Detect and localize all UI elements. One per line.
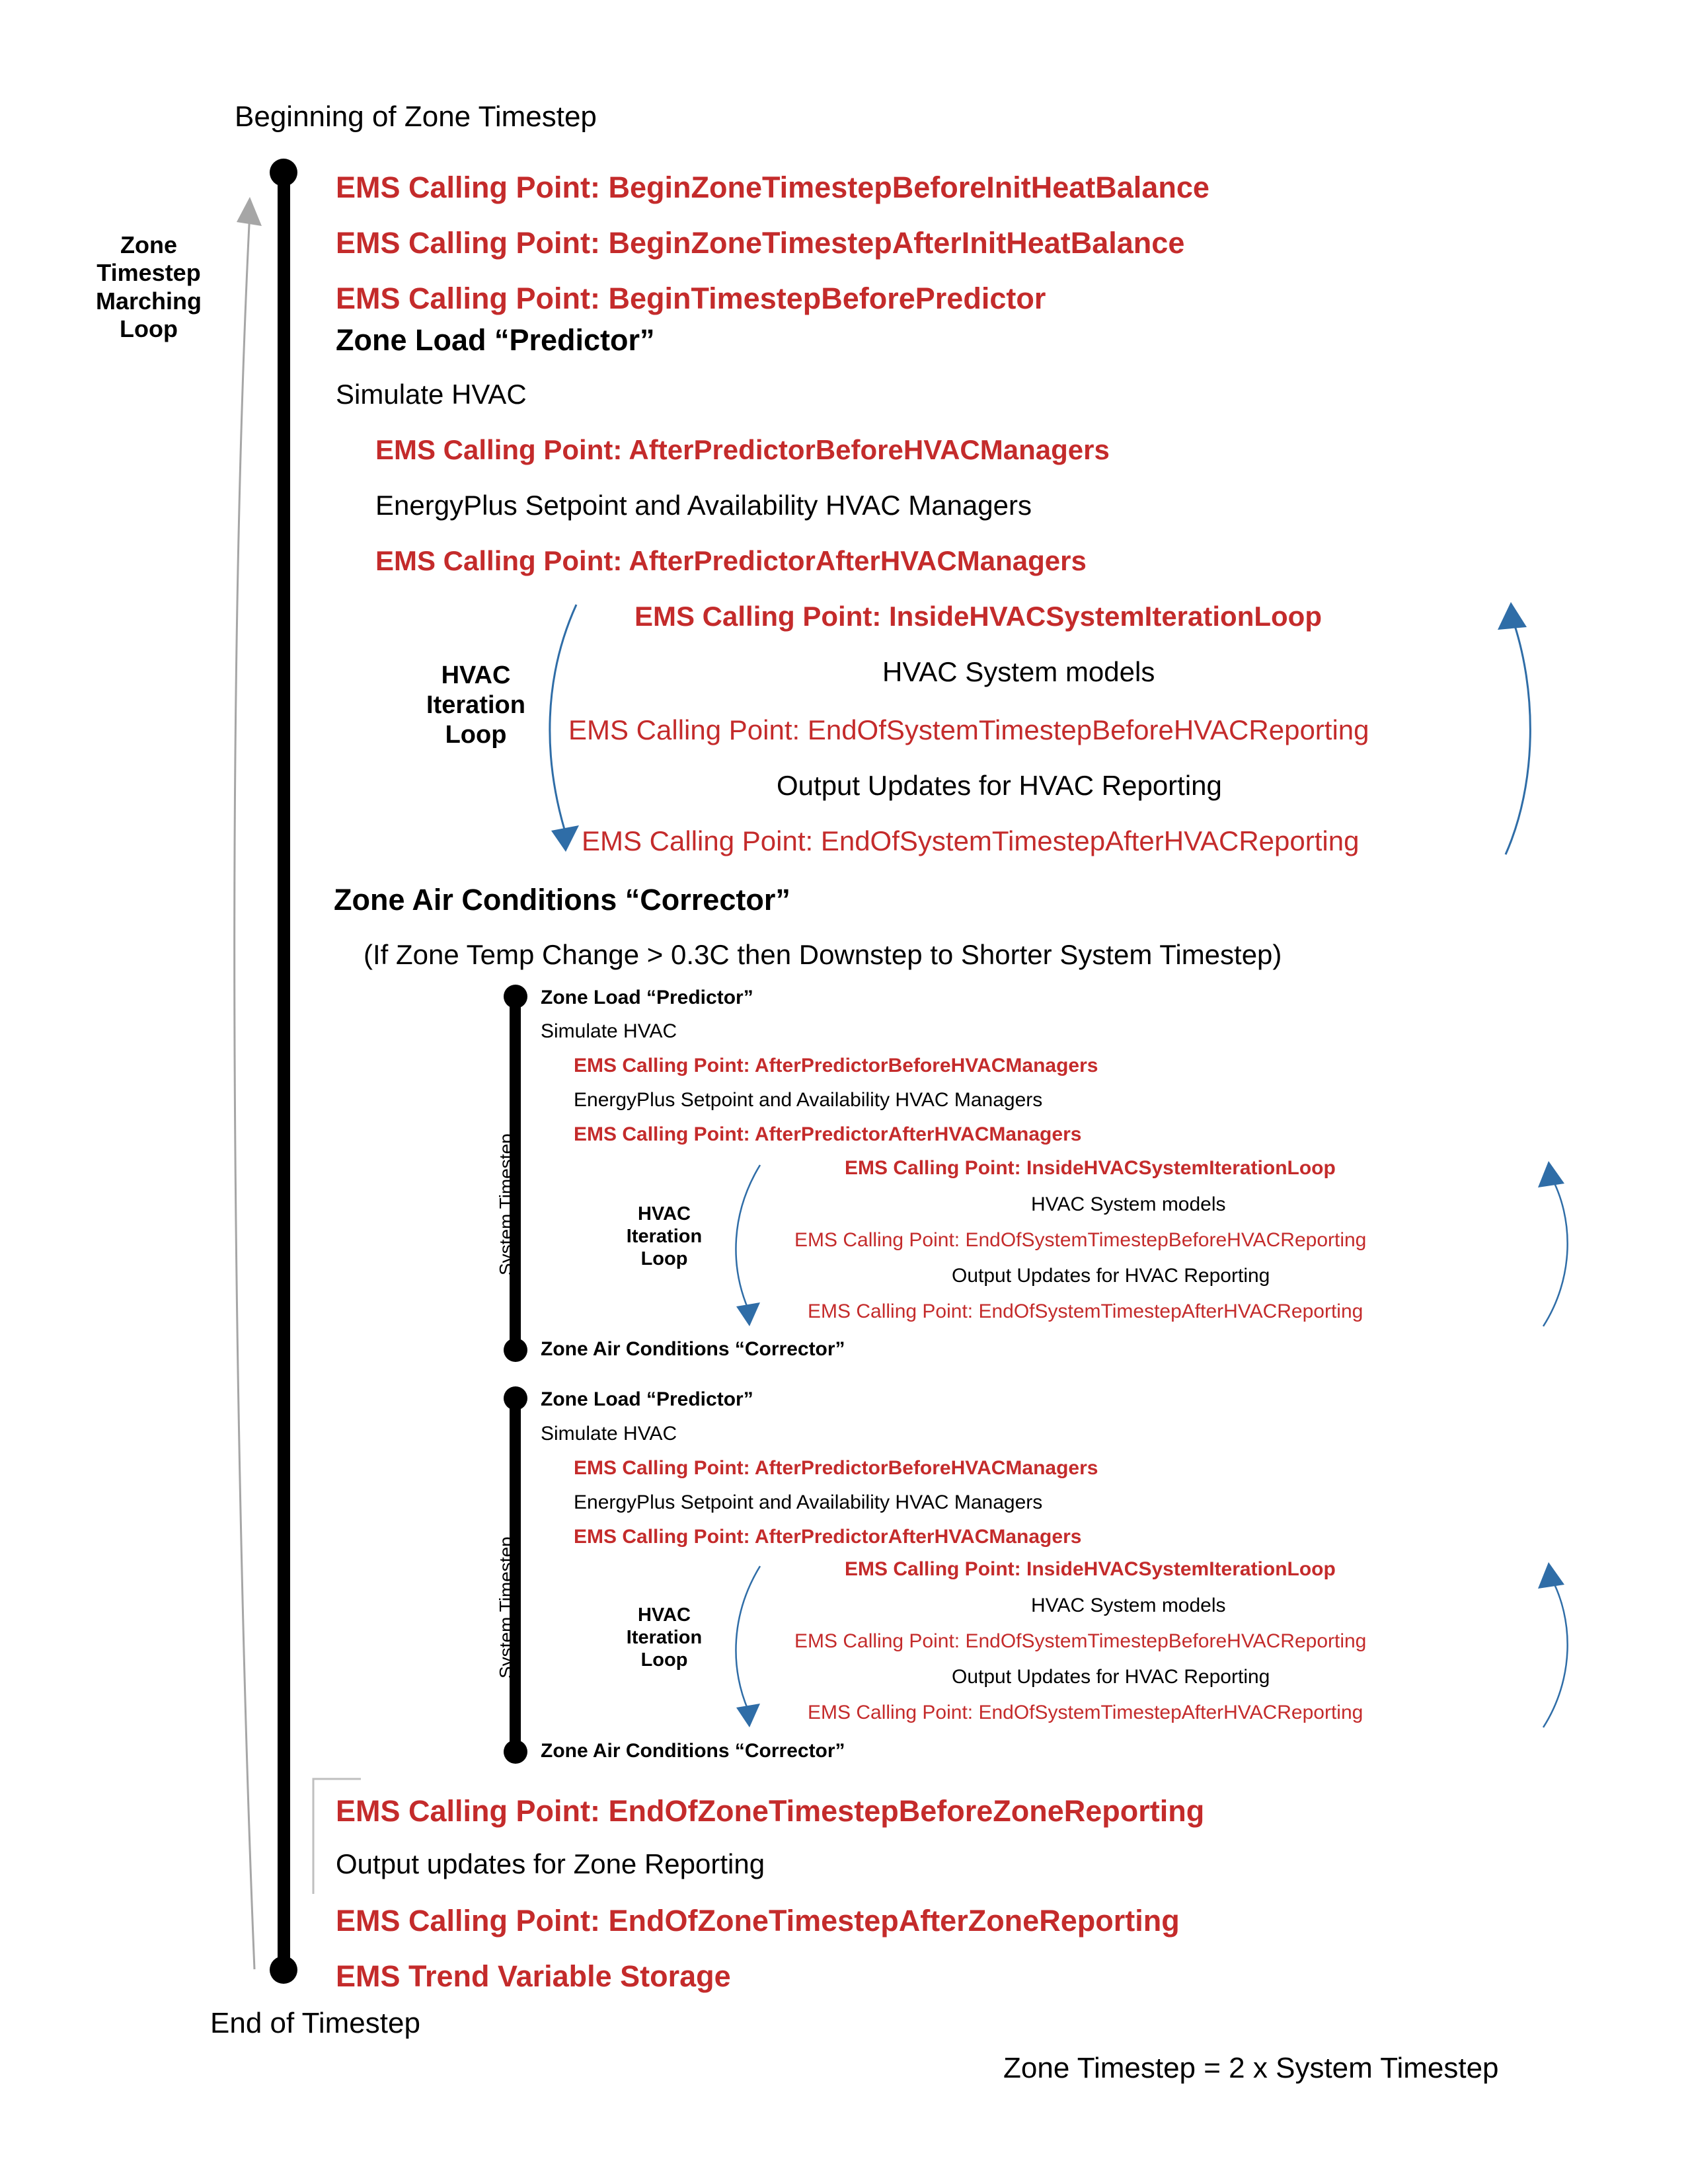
system-timestep-1-end-node (504, 1338, 527, 1362)
st2-hvac-iteration-loop-left-arrow (720, 1561, 800, 1733)
step-begin-timestep-before-predictor: EMS Calling Point: BeginTimestepBeforePredictor (336, 282, 1046, 315)
step-after-predictor-after-hvac-managers: EMS Calling Point: AfterPredictorAfterHVACManagers (375, 545, 1087, 576)
st2-hvac-iteration-loop-label (608, 1604, 720, 1672)
zone-loop-label-line-1: Timestep (96, 259, 201, 287)
step-inside-hvac-system-iteration-loop: EMS Calling Point: InsideHVACSystemIterationLoop (634, 601, 1322, 632)
st2-hvac-system-models: HVAC System models (1031, 1595, 1226, 1616)
step-end-of-system-timestep-before-hvac-reporting: EMS Calling Point: EndOfSystemTimestepBeforeHVACReporting (568, 714, 1369, 745)
st2-output-updates-for-hvac-reporting: Output Updates for HVAC Reporting (952, 1666, 1270, 1688)
step-simulate-hvac: Simulate HVAC (336, 379, 527, 410)
step-after-predictor-before-hvac-managers: EMS Calling Point: AfterPredictorBeforeHVACManagers (375, 434, 1110, 465)
zone-timestep-marching-loop-label (73, 231, 225, 344)
st1-hvac-iteration-loop-right-arrow (1517, 1160, 1590, 1332)
system-timestep-1-axis-label: System Timestep (496, 1133, 516, 1275)
step-end-of-system-timestep-after-hvac-reporting: EMS Calling Point: EndOfSystemTimestepAfterHVACReporting (582, 825, 1360, 856)
st1-zone-air-conditions-corrector: Zone Air Conditions “Corrector” (541, 1338, 845, 1360)
step-begin-zone-timestep-after-init-heat-balance: EMS Calling Point: BeginZoneTimestepAfterInitHeatBalance (336, 226, 1185, 260)
zone-air-conditions-corrector-label: Zone Air Conditions “Corrector” (334, 883, 790, 917)
hvac-loop-label-line-2: Loop (445, 720, 507, 749)
end-of-timestep-label: End of Timestep (210, 2007, 420, 2039)
st1-hvac-iteration-loop-left-arrow (720, 1160, 800, 1332)
zone-marching-loop-arrow (192, 185, 297, 1982)
st2-inside-hvac-system-iteration-loop: EMS Calling Point: InsideHVACSystemIterationLoop (845, 1558, 1336, 1580)
st1-output-updates-for-hvac-reporting: Output Updates for HVAC Reporting (952, 1265, 1270, 1287)
st2-end-of-system-timestep-after-hvac-reporting: EMS Calling Point: EndOfSystemTimestepAfterHVACReporting (808, 1702, 1363, 1723)
system-timestep-2-axis-label: System Timestep (496, 1536, 516, 1678)
step-zone-load-predictor: Zone Load “Predictor” (336, 323, 655, 357)
st1-end-of-system-timestep-after-hvac-reporting: EMS Calling Point: EndOfSystemTimestepAfterHVACReporting (808, 1300, 1363, 1322)
zone-timestep-ratio-footnote: Zone Timestep = 2 x System Timestep (1003, 2052, 1499, 2084)
st2-energyplus-setpoint-availability-hvac-managers: EnergyPlus Setpoint and Availability HVAC Managers (574, 1491, 1043, 1513)
step-hvac-system-models: HVAC System models (882, 656, 1155, 687)
step-energyplus-setpoint-availability-hvac-managers: EnergyPlus Setpoint and Availability HVAC Managers (375, 490, 1032, 521)
st1-energyplus-setpoint-availability-hvac-managers: EnergyPlus Setpoint and Availability HVAC Managers (574, 1089, 1043, 1111)
step-output-updates-for-zone-reporting: Output updates for Zone Reporting (336, 1848, 765, 1879)
st1-after-predictor-before-hvac-managers: EMS Calling Point: AfterPredictorBeforeHVACManagers (574, 1055, 1098, 1076)
step-end-of-zone-timestep-before-zone-reporting: EMS Calling Point: EndOfZoneTimestepBeforeZoneReporting (336, 1794, 1205, 1828)
st1-hvac-system-models: HVAC System models (1031, 1193, 1226, 1215)
st2-simulate-hvac: Simulate HVAC (541, 1423, 677, 1445)
zone-loop-label-line-2: Marching (95, 287, 202, 315)
st1-hvac-loop-label-line-0: HVAC (637, 1203, 691, 1224)
system-timestep-2-end-node (504, 1740, 527, 1764)
st1-end-of-system-timestep-before-hvac-reporting: EMS Calling Point: EndOfSystemTimestepBeforeHVACReporting (794, 1229, 1367, 1251)
step-end-of-zone-timestep-after-zone-reporting: EMS Calling Point: EndOfZoneTimestepAfterZoneReporting (336, 1904, 1180, 1938)
st1-hvac-loop-label-line-2: Loop (640, 1248, 688, 1270)
zone-loop-label-line-0: Zone (120, 231, 177, 258)
st2-after-predictor-before-hvac-managers: EMS Calling Point: AfterPredictorBeforeHVACManagers (574, 1457, 1098, 1479)
st2-hvac-iteration-loop-right-arrow (1517, 1561, 1590, 1733)
st1-after-predictor-after-hvac-managers: EMS Calling Point: AfterPredictorAfterHVACManagers (574, 1123, 1082, 1145)
zone-temp-change-downstep-note: (If Zone Temp Change > 0.3C then Downstep to Shorter System Timestep) (364, 939, 1282, 970)
beginning-of-zone-timestep-label: Beginning of Zone Timestep (235, 100, 597, 133)
st2-hvac-loop-label-line-2: Loop (640, 1649, 688, 1671)
st1-inside-hvac-system-iteration-loop: EMS Calling Point: InsideHVACSystemIterationLoop (845, 1157, 1336, 1179)
zone-loop-label-line-3: Loop (120, 315, 178, 343)
st2-hvac-loop-label-line-1: Iteration (626, 1627, 703, 1649)
st1-hvac-iteration-loop-label (608, 1203, 720, 1271)
hvac-loop-label-line-1: Iteration (426, 691, 525, 719)
step-ems-trend-variable-storage: EMS Trend Variable Storage (336, 1959, 731, 1993)
st2-zone-load-predictor: Zone Load “Predictor” (541, 1388, 753, 1410)
st2-end-of-system-timestep-before-hvac-reporting: EMS Calling Point: EndOfSystemTimestepBeforeHVACReporting (794, 1630, 1367, 1652)
hvac-loop-label-line-0: HVAC (441, 661, 511, 689)
st2-hvac-loop-label-line-0: HVAC (637, 1604, 691, 1626)
step-begin-zone-timestep-before-init-heat-balance: EMS Calling Point: BeginZoneTimestepBeforeInitHeatBalance (336, 170, 1209, 204)
st2-zone-air-conditions-corrector: Zone Air Conditions “Corrector” (541, 1740, 845, 1762)
st1-zone-load-predictor: Zone Load “Predictor” (541, 987, 753, 1008)
st1-simulate-hvac: Simulate HVAC (541, 1020, 677, 1042)
st1-hvac-loop-label-line-1: Iteration (626, 1226, 703, 1248)
st2-after-predictor-after-hvac-managers: EMS Calling Point: AfterPredictorAfterHVACManagers (574, 1526, 1082, 1548)
hvac-iteration-loop-right-arrow (1474, 598, 1553, 862)
hvac-iteration-loop-label (410, 661, 542, 749)
step-output-updates-for-hvac-reporting: Output Updates for HVAC Reporting (777, 770, 1222, 801)
